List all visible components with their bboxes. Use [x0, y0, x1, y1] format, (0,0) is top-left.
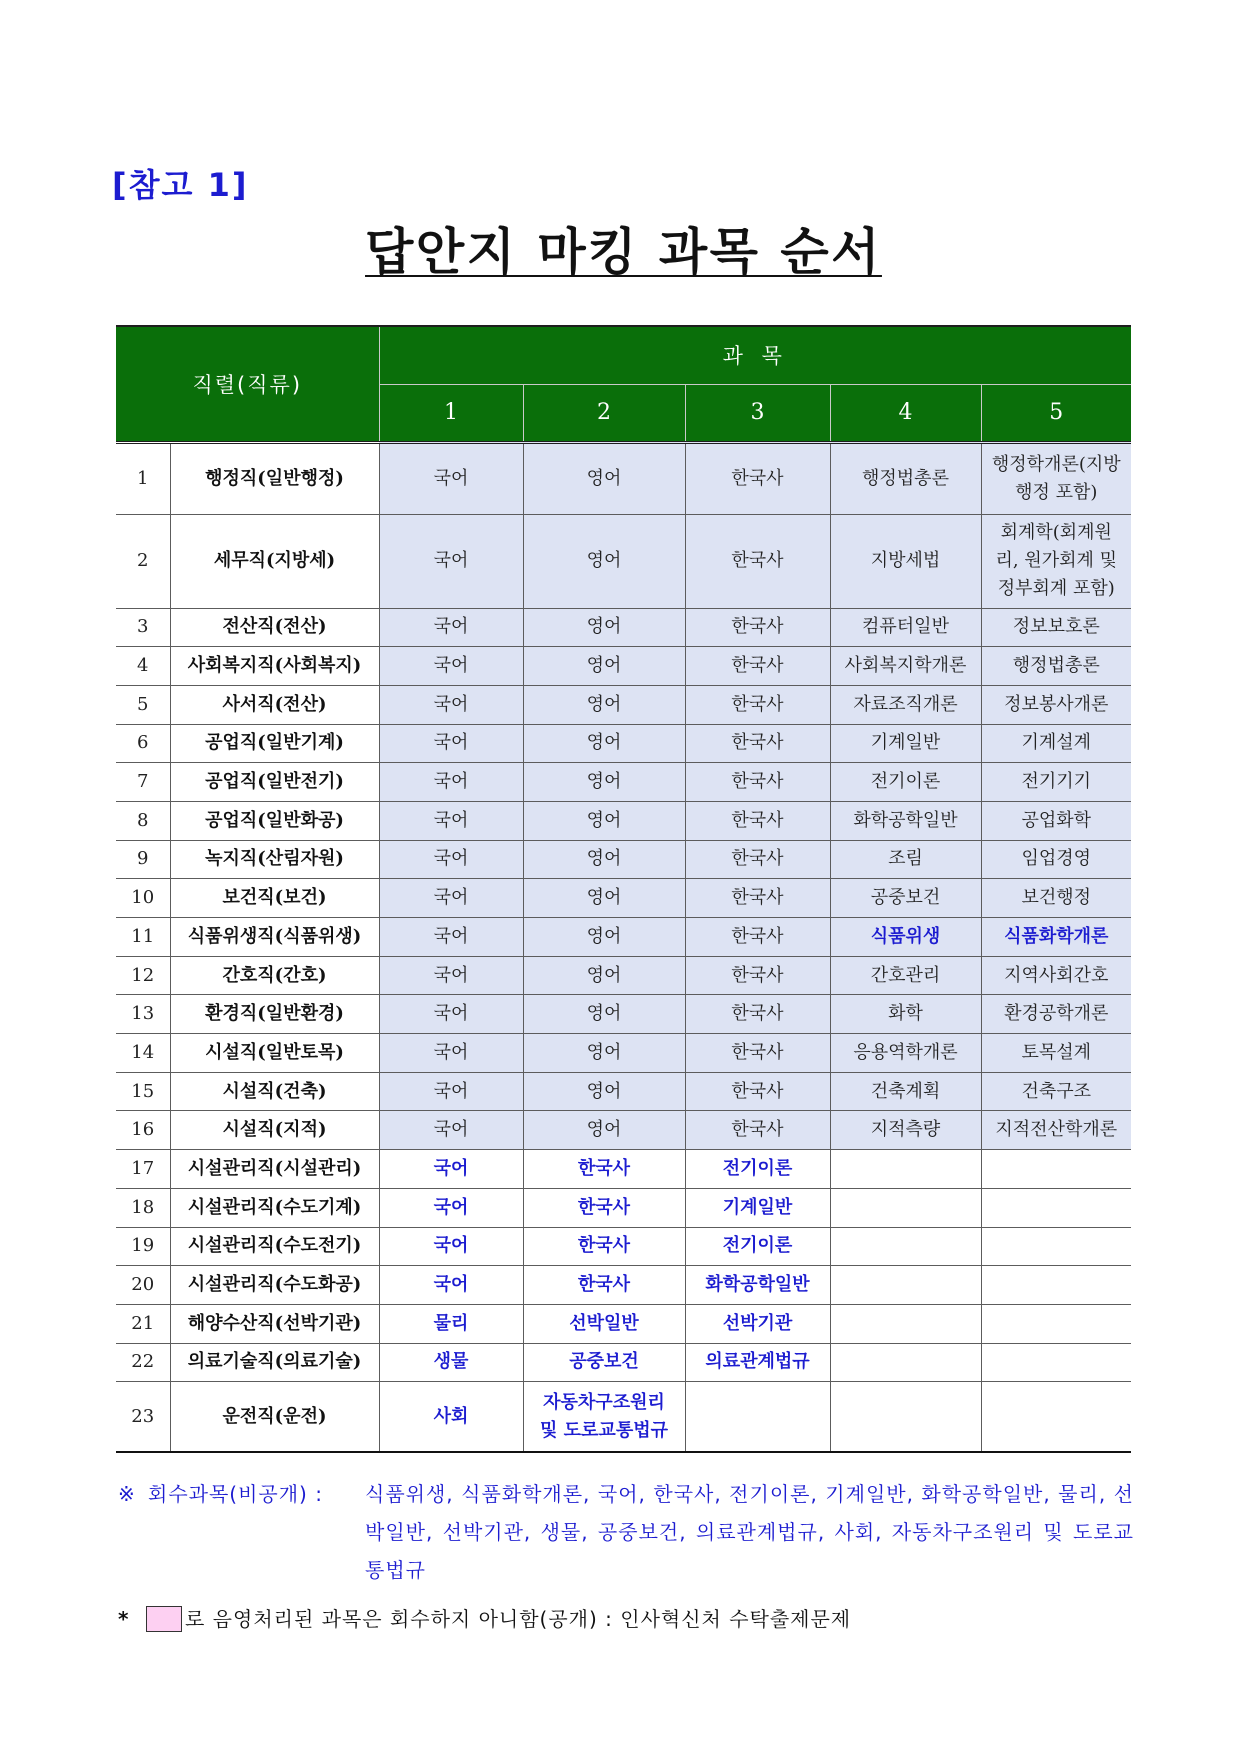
row-number: 17 [116, 1150, 170, 1189]
subject-cell: 국어 [379, 1111, 523, 1150]
table-row [116, 1382, 1131, 1452]
subject-cell [981, 1343, 1131, 1382]
withdrawn-label: 회수과목(비공개) : [148, 1482, 323, 1506]
series-name: 세무직(지방세) [170, 514, 379, 608]
table-body [116, 442, 1131, 1452]
header-subject-number: 4 [830, 384, 981, 442]
header-subject-number: 5 [981, 384, 1131, 442]
subject-cell [830, 1188, 981, 1227]
series-name: 환경직(일반환경) [170, 995, 379, 1034]
subject-order-table [116, 325, 1131, 1453]
subject-cell: 영어 [523, 801, 685, 840]
subject-cell: 정보보호론 [981, 608, 1131, 647]
row-number: 5 [116, 685, 170, 724]
header-row [116, 326, 1131, 384]
subject-cell: 한국사 [685, 918, 830, 957]
header-series-label: 직렬(직류) [116, 326, 379, 442]
subject-cell: 환경공학개론 [981, 995, 1131, 1034]
subject-cell: 공중보건 [523, 1343, 685, 1382]
table-row [116, 1266, 1131, 1305]
table-row [116, 1188, 1131, 1227]
subject-cell: 국어 [379, 1150, 523, 1189]
table-row [116, 685, 1131, 724]
subject-cell: 선박기관 [685, 1304, 830, 1343]
row-number: 3 [116, 608, 170, 647]
subject-cell: 영어 [523, 1034, 685, 1073]
subject-cell [830, 1304, 981, 1343]
subject-cell [981, 1304, 1131, 1343]
subject-cell: 전기이론 [830, 763, 981, 802]
table-row [116, 918, 1131, 957]
subject-cell: 영어 [523, 1072, 685, 1111]
subject-cell: 행정법총론 [830, 442, 981, 514]
subject-cell: 임업경영 [981, 840, 1131, 879]
subject-cell: 한국사 [685, 724, 830, 763]
subject-cell: 기계설계 [981, 724, 1131, 763]
subject-cell [830, 1382, 981, 1452]
reference-label: [참고 1] [112, 166, 249, 204]
asterisk-mark: * [118, 1607, 130, 1631]
series-name: 보건직(보건) [170, 879, 379, 918]
subject-cell: 영어 [523, 918, 685, 957]
notes [118, 1475, 1134, 1638]
subject-cell: 건축계획 [830, 1072, 981, 1111]
table-row [116, 1343, 1131, 1382]
subject-cell: 사회복지학개론 [830, 647, 981, 686]
table-row [116, 879, 1131, 918]
subject-cell: 한국사 [685, 442, 830, 514]
row-number: 1 [116, 442, 170, 514]
subject-cell: 한국사 [685, 608, 830, 647]
subject-cell: 간호관리 [830, 956, 981, 995]
subject-cell: 조림 [830, 840, 981, 879]
shading-note-text: 로 음영처리된 과목은 회수하지 아니함(공개) : 인사혁신처 수탁출제문제 [185, 1607, 852, 1631]
page-title-text: 답안지 마킹 과목 순서 [365, 223, 882, 281]
table-row [116, 1150, 1131, 1189]
subject-cell: 국어 [379, 840, 523, 879]
table-row [116, 647, 1131, 686]
subject-cell: 한국사 [685, 514, 830, 608]
subject-cell: 국어 [379, 1227, 523, 1266]
row-number: 2 [116, 514, 170, 608]
subject-cell [830, 1266, 981, 1305]
subject-cell [981, 1227, 1131, 1266]
subject-cell: 한국사 [685, 995, 830, 1034]
table-row [116, 840, 1131, 879]
series-name: 식품위생직(식품위생) [170, 918, 379, 957]
subject-cell: 영어 [523, 995, 685, 1034]
row-number: 4 [116, 647, 170, 686]
series-name: 시설관리직(수도기계) [170, 1188, 379, 1227]
withdrawn-head [118, 1475, 365, 1589]
subject-cell: 기계일반 [685, 1188, 830, 1227]
subject-cell: 영어 [523, 879, 685, 918]
subject-cell: 지적전산학개론 [981, 1111, 1131, 1150]
subject-cell: 영어 [523, 724, 685, 763]
subject-cell: 영어 [523, 608, 685, 647]
row-number: 12 [116, 956, 170, 995]
row-number: 22 [116, 1343, 170, 1382]
subject-cell: 한국사 [685, 685, 830, 724]
subject-cell: 국어 [379, 685, 523, 724]
row-number: 14 [116, 1034, 170, 1073]
subject-cell: 영어 [523, 1111, 685, 1150]
series-name: 시설관리직(수도화공) [170, 1266, 379, 1305]
row-number: 15 [116, 1072, 170, 1111]
subject-cell: 전기이론 [685, 1227, 830, 1266]
subject-cell [685, 1382, 830, 1452]
subject-cell: 국어 [379, 763, 523, 802]
subject-cell: 회계학(회계원리, 원가회계 및 정부회계 포함) [981, 514, 1131, 608]
table-row [116, 1304, 1131, 1343]
table-row [116, 608, 1131, 647]
subject-cell: 영어 [523, 956, 685, 995]
subject-cell: 화학 [830, 995, 981, 1034]
row-number: 21 [116, 1304, 170, 1343]
subject-cell: 물리 [379, 1304, 523, 1343]
subject-cell: 국어 [379, 801, 523, 840]
subject-cell [981, 1150, 1131, 1189]
subject-cell: 의료관계법규 [685, 1343, 830, 1382]
subject-cell: 생물 [379, 1343, 523, 1382]
subject-cell [981, 1382, 1131, 1452]
series-name: 시설직(지적) [170, 1111, 379, 1150]
subject-cell: 기계일반 [830, 724, 981, 763]
subject-cell: 응용역학개론 [830, 1034, 981, 1073]
table-row [116, 956, 1131, 995]
series-name: 사회복지직(사회복지) [170, 647, 379, 686]
subject-cell: 지방세법 [830, 514, 981, 608]
subject-cell: 화학공학일반 [830, 801, 981, 840]
subject-cell: 토목설계 [981, 1034, 1131, 1073]
subject-cell: 한국사 [685, 801, 830, 840]
subject-cell: 전기이론 [685, 1150, 830, 1189]
subject-cell: 영어 [523, 840, 685, 879]
subject-cell: 국어 [379, 724, 523, 763]
series-name: 공업직(일반전기) [170, 763, 379, 802]
subject-cell: 국어 [379, 879, 523, 918]
row-number: 11 [116, 918, 170, 957]
row-number: 9 [116, 840, 170, 879]
table-row [116, 763, 1131, 802]
subject-cell: 지적측량 [830, 1111, 981, 1150]
table-row [116, 1034, 1131, 1073]
subject-cell: 한국사 [685, 840, 830, 879]
header-subject-number: 1 [379, 384, 523, 442]
subject-cell: 자동차구조원리 및 도로교통법규 [523, 1382, 685, 1452]
subject-cell: 한국사 [685, 956, 830, 995]
subject-cell: 한국사 [523, 1266, 685, 1305]
row-number: 8 [116, 801, 170, 840]
table-row [116, 724, 1131, 763]
subject-cell: 자료조직개론 [830, 685, 981, 724]
subject-cell: 국어 [379, 956, 523, 995]
subject-cell [981, 1188, 1131, 1227]
row-number: 6 [116, 724, 170, 763]
series-name: 시설직(일반토목) [170, 1034, 379, 1073]
row-number: 19 [116, 1227, 170, 1266]
subject-cell: 한국사 [685, 763, 830, 802]
row-number: 7 [116, 763, 170, 802]
subject-cell: 공업화학 [981, 801, 1131, 840]
subject-cell: 한국사 [523, 1188, 685, 1227]
subject-cell: 행정학개론(지방행정 포함) [981, 442, 1131, 514]
subject-cell: 국어 [379, 1266, 523, 1305]
subject-cell: 정보봉사개론 [981, 685, 1131, 724]
header-subject-number: 3 [685, 384, 830, 442]
subject-cell: 전기기기 [981, 763, 1131, 802]
subject-cell: 국어 [379, 918, 523, 957]
series-name: 전산직(전산) [170, 608, 379, 647]
subject-cell: 사회 [379, 1382, 523, 1452]
row-number: 10 [116, 879, 170, 918]
table-row [116, 1072, 1131, 1111]
subject-cell: 공중보건 [830, 879, 981, 918]
subject-cell: 지역사회간호 [981, 956, 1131, 995]
subject-cell: 국어 [379, 1188, 523, 1227]
table-row [116, 514, 1131, 608]
subject-cell [830, 1227, 981, 1266]
subject-cell: 건축구조 [981, 1072, 1131, 1111]
subject-cell: 한국사 [685, 1034, 830, 1073]
subject-cell: 국어 [379, 608, 523, 647]
subject-cell: 선박일반 [523, 1304, 685, 1343]
series-name: 시설관리직(시설관리) [170, 1150, 379, 1189]
table-row [116, 995, 1131, 1034]
subject-cell: 영어 [523, 647, 685, 686]
subject-cell: 한국사 [685, 1111, 830, 1150]
withdrawn-note [118, 1475, 1134, 1589]
legend-swatch [146, 1606, 182, 1632]
withdrawn-list: 식품위생, 식품화학개론, 국어, 한국사, 전기이론, 기계일반, 화학공학일반, 물리, 선박일반, 선박기관, 생물, 공중보건, 의료관계법규, 사회, 자동차구조원리 및 도로교통법규 [365, 1482, 1134, 1582]
subject-cell: 영어 [523, 442, 685, 514]
row-number: 23 [116, 1382, 170, 1452]
table-row [116, 1227, 1131, 1266]
subject-cell: 식품화학개론 [981, 918, 1131, 957]
reference-mark: ※ [118, 1482, 136, 1506]
header-subjects-label: 과 목 [379, 326, 1131, 384]
subject-cell: 국어 [379, 1034, 523, 1073]
series-name: 시설직(건축) [170, 1072, 379, 1111]
series-name: 공업직(일반화공) [170, 801, 379, 840]
subject-cell: 화학공학일반 [685, 1266, 830, 1305]
row-number: 20 [116, 1266, 170, 1305]
series-name: 해양수산직(선박기관) [170, 1304, 379, 1343]
subject-cell [830, 1150, 981, 1189]
subject-cell: 국어 [379, 514, 523, 608]
subject-cell: 행정법총론 [981, 647, 1131, 686]
subject-cell: 한국사 [685, 879, 830, 918]
row-number: 16 [116, 1111, 170, 1150]
subject-cell: 보건행정 [981, 879, 1131, 918]
subject-cell: 영어 [523, 514, 685, 608]
series-name: 간호직(간호) [170, 956, 379, 995]
series-name: 사서직(전산) [170, 685, 379, 724]
subject-cell: 식품위생 [830, 918, 981, 957]
series-name: 운전직(운전) [170, 1382, 379, 1452]
subject-cell [830, 1343, 981, 1382]
shading-note [118, 1600, 1134, 1638]
subject-cell: 국어 [379, 1072, 523, 1111]
row-number: 13 [116, 995, 170, 1034]
subject-cell: 한국사 [523, 1150, 685, 1189]
subject-cell: 국어 [379, 647, 523, 686]
subject-cell [981, 1266, 1131, 1305]
header-subject-number: 2 [523, 384, 685, 442]
subject-cell: 한국사 [685, 1072, 830, 1111]
table-row [116, 442, 1131, 514]
subject-cell: 한국사 [685, 647, 830, 686]
subject-cell: 컴퓨터일반 [830, 608, 981, 647]
series-name: 행정직(일반행정) [170, 442, 379, 514]
subject-cell: 국어 [379, 442, 523, 514]
table-row [116, 801, 1131, 840]
subject-cell: 영어 [523, 685, 685, 724]
series-name: 공업직(일반기계) [170, 724, 379, 763]
table-header [116, 326, 1131, 442]
table-row [116, 1111, 1131, 1150]
series-name: 의료기술직(의료기술) [170, 1343, 379, 1382]
series-name: 녹지직(산림자원) [170, 840, 379, 879]
series-name: 시설관리직(수도전기) [170, 1227, 379, 1266]
subject-cell: 한국사 [523, 1227, 685, 1266]
row-number: 18 [116, 1188, 170, 1227]
page-title [116, 222, 1131, 282]
subject-cell: 영어 [523, 763, 685, 802]
subject-cell: 국어 [379, 995, 523, 1034]
